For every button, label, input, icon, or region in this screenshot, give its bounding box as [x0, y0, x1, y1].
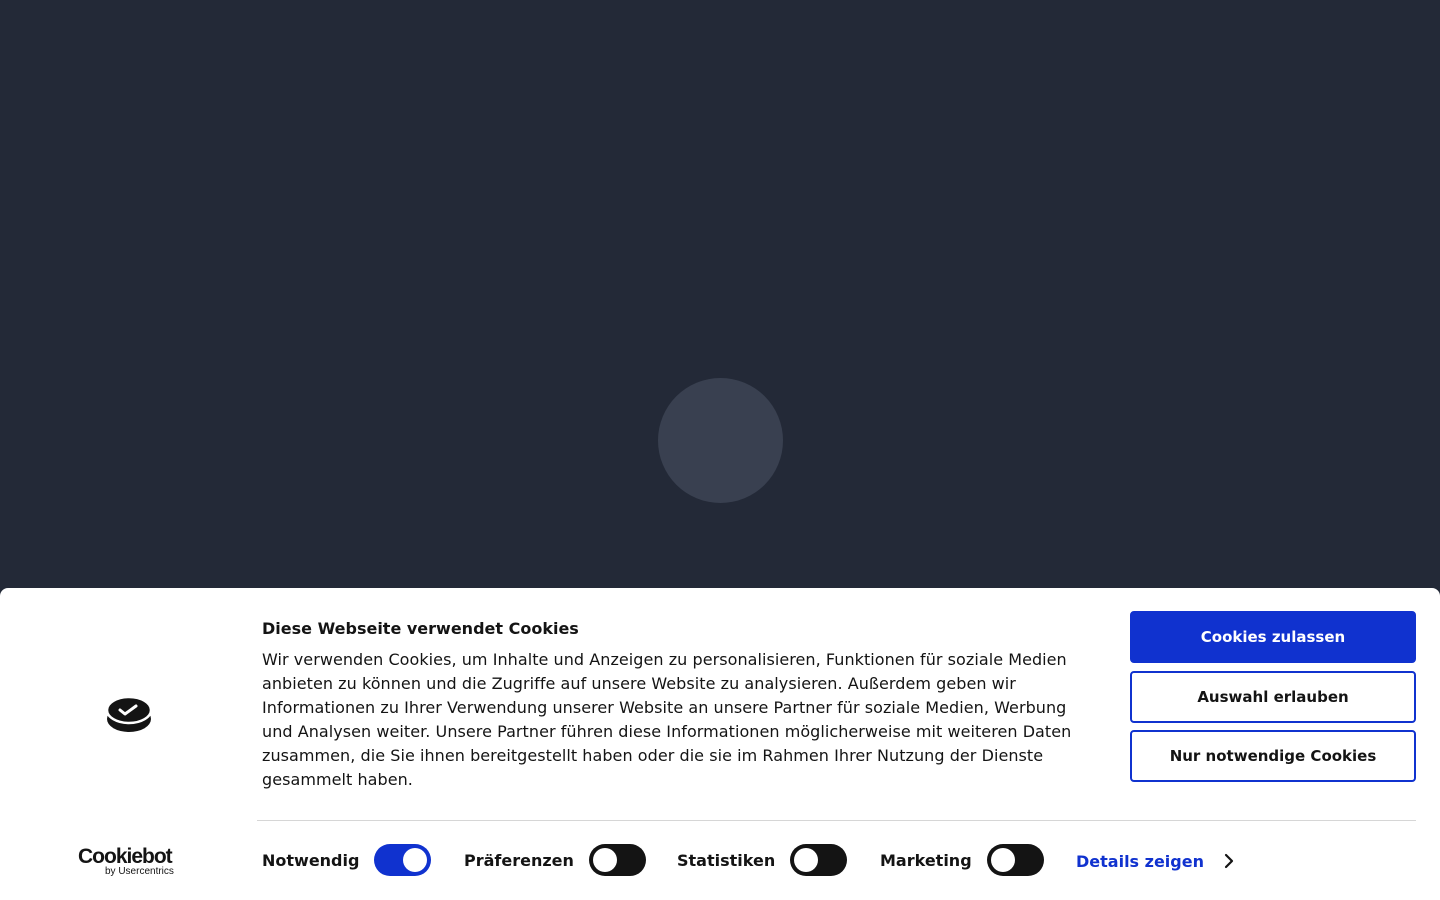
toggle-group-marketing: [880, 843, 1044, 877]
banner-description: Wir verwenden Cookies, um Inhalte und Anzeigen zu personalisieren, Funktionen für soziale Medien anbieten zu können und die Zugriffe auf unsere Website zu analysieren. Außerdem geben wir Informationen zu Ihrer Verwendung unserer Website an unsere Partner für soziale Medien, Werbung und Analysen weiter. Unsere Partner führen diese Informationen möglicherweise mit weiteren Daten zusammen, die Sie ihnen bereitgestellt haben oder die sie im Rahmen Ihrer Nutzung der Dienste gesammelt haben.: [262, 650, 1072, 789]
toggle-switch-necessary[interactable]: [374, 844, 431, 876]
allow-selection-button[interactable]: Auswahl erlauben: [1130, 671, 1416, 723]
toggle-knob: [794, 848, 818, 872]
toggle-label-necessary: Notwendig: [262, 850, 360, 870]
toggle-group-statistics: [677, 843, 847, 877]
toggle-label-statistics: Statistiken: [677, 850, 776, 870]
necessary-cookies-only-button[interactable]: Nur notwendige Cookies: [1130, 730, 1416, 782]
toggle-knob: [403, 848, 427, 872]
cookiebot-wordmark: Cookiebot: [78, 845, 172, 868]
banner-title: Diese Webseite verwendet Cookies: [262, 619, 579, 638]
toggle-group-necessary: [262, 843, 431, 877]
toggle-knob: [593, 848, 617, 872]
toggle-knob: [991, 848, 1015, 872]
allow-all-cookies-button[interactable]: Cookies zulassen: [1130, 611, 1416, 663]
loading-placeholder: [658, 378, 783, 503]
cookie-check-logo-icon: [105, 693, 153, 735]
chevron-right-icon: [1222, 852, 1236, 870]
toggle-switch-marketing[interactable]: [987, 844, 1044, 876]
show-details-label: Details zeigen: [1076, 851, 1204, 871]
toggle-switch-statistics[interactable]: [790, 844, 847, 876]
toggle-group-preferences: [464, 843, 646, 877]
cookiebot-byline: by Usercentrics: [105, 866, 174, 877]
cookiebot-brand-logo[interactable]: [78, 846, 182, 878]
banner-divider: [257, 820, 1416, 821]
toggle-label-marketing: Marketing: [880, 850, 972, 870]
toggle-label-preferences: Präferenzen: [464, 850, 574, 870]
show-details-link[interactable]: [1076, 849, 1236, 873]
toggle-switch-preferences[interactable]: [589, 844, 646, 876]
